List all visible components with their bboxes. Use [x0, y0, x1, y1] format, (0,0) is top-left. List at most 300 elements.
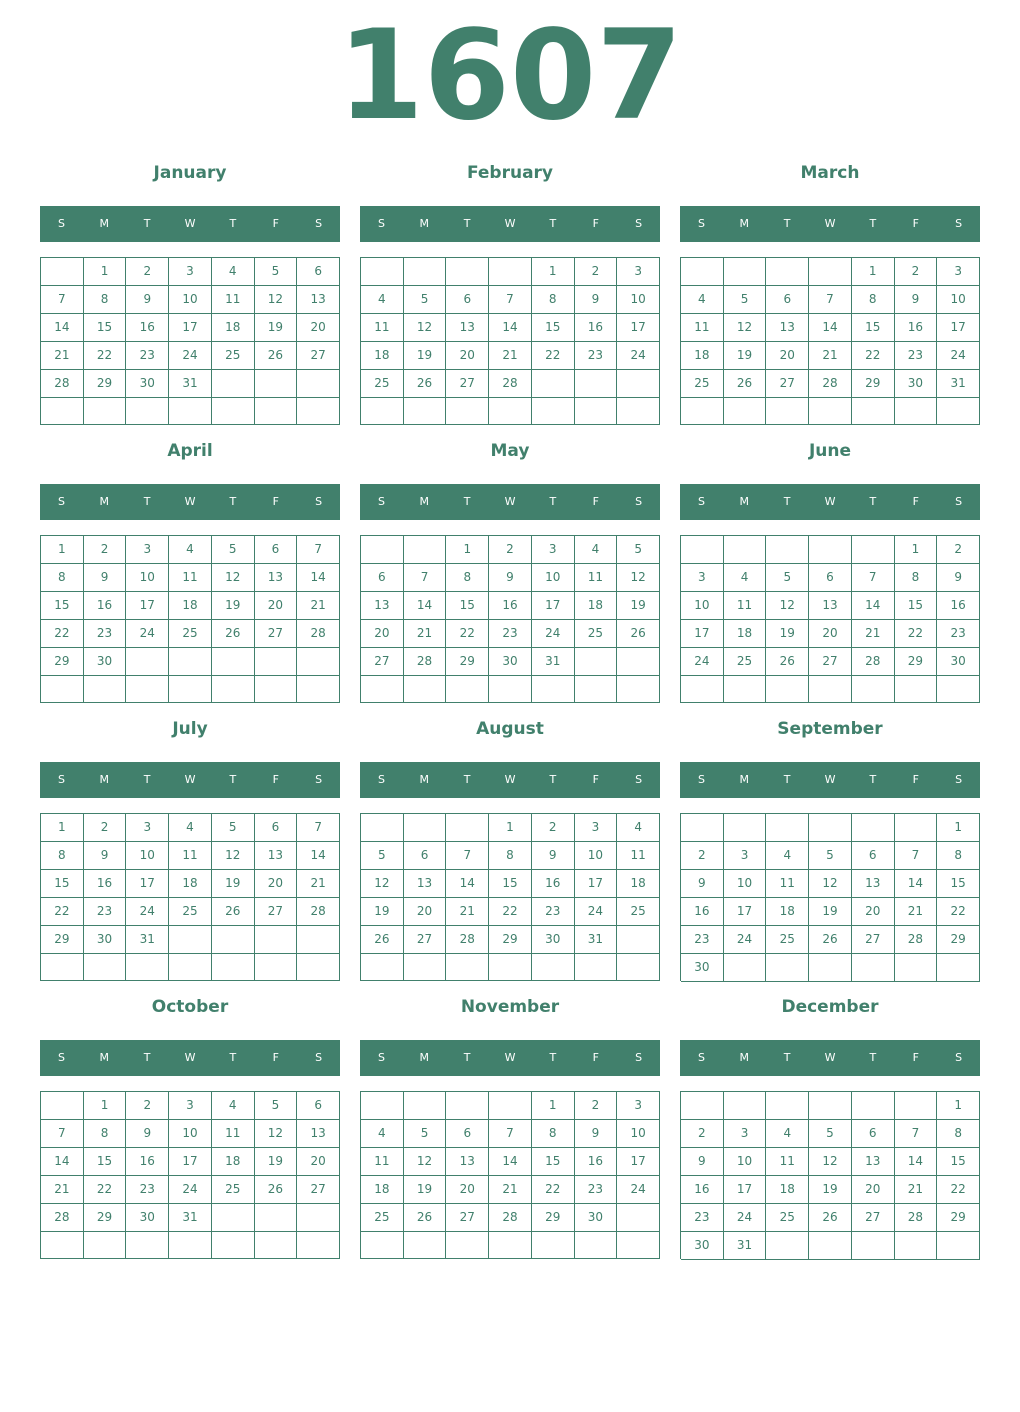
empty-cell	[852, 954, 895, 982]
day-cell: 20	[297, 314, 340, 342]
empty-cell	[617, 926, 660, 954]
day-cell: 9	[84, 842, 127, 870]
day-cell: 23	[489, 620, 532, 648]
weekday-label: S	[955, 1051, 963, 1064]
day-cell: 24	[575, 898, 618, 926]
day-cell: 14	[809, 314, 852, 342]
day-cell: 21	[809, 342, 852, 370]
weekday-label: W	[504, 495, 516, 508]
weekday-label: S	[955, 495, 963, 508]
empty-cell	[126, 398, 169, 425]
day-cell: 16	[532, 870, 575, 898]
empty-cell	[895, 954, 938, 982]
weekday-label: T	[549, 773, 557, 786]
weekday-label: M	[419, 495, 430, 508]
day-cell: 3	[617, 258, 660, 286]
weekday-label: T	[549, 217, 557, 230]
day-cell: 14	[895, 1148, 938, 1176]
day-cell: 24	[724, 1204, 767, 1232]
day-cell: 11	[361, 314, 404, 342]
month-title: November	[460, 997, 560, 1017]
weekday-label: T	[783, 1051, 791, 1064]
day-cell: 30	[126, 1204, 169, 1232]
weekday-label: F	[912, 217, 919, 230]
empty-cell	[255, 954, 298, 981]
weekday-label: S	[377, 1051, 385, 1064]
weekday-label: T	[463, 1051, 471, 1064]
day-cell: 13	[446, 314, 489, 342]
empty-cell	[489, 676, 532, 703]
empty-cell	[404, 676, 447, 703]
day-cell: 30	[532, 926, 575, 954]
empty-cell	[169, 926, 212, 954]
empty-cell	[41, 258, 84, 286]
empty-cell	[937, 398, 980, 425]
day-cell: 11	[361, 1148, 404, 1176]
day-cell: 7	[489, 286, 532, 314]
weekday-header	[360, 206, 660, 242]
day-cell: 10	[169, 1120, 212, 1148]
day-cell: 25	[575, 620, 618, 648]
day-grid	[40, 535, 340, 703]
weekday-label: T	[143, 495, 151, 508]
day-cell: 23	[126, 1176, 169, 1204]
day-cell: 14	[41, 1148, 84, 1176]
day-cell: 9	[575, 286, 618, 314]
day-cell: 27	[404, 926, 447, 954]
day-cell: 30	[575, 1204, 618, 1232]
day-cell: 21	[297, 592, 340, 620]
weekday-header	[360, 484, 660, 520]
day-cell: 19	[809, 1176, 852, 1204]
weekday-label: T	[549, 495, 557, 508]
empty-cell	[361, 398, 404, 425]
weekday-label: S	[57, 773, 65, 786]
empty-cell	[297, 370, 340, 398]
day-cell: 15	[937, 870, 980, 898]
day-cell: 14	[297, 842, 340, 870]
empty-cell	[41, 1232, 84, 1259]
empty-cell	[937, 676, 980, 703]
day-cell: 13	[766, 314, 809, 342]
day-cell: 5	[404, 286, 447, 314]
day-cell: 8	[41, 842, 84, 870]
weekday-label: M	[419, 217, 430, 230]
empty-cell	[489, 1232, 532, 1259]
day-cell: 22	[937, 898, 980, 926]
empty-cell	[404, 814, 447, 842]
day-cell: 4	[617, 814, 660, 842]
day-cell: 20	[766, 342, 809, 370]
day-cell: 1	[84, 258, 127, 286]
empty-cell	[809, 1232, 852, 1260]
empty-cell	[404, 954, 447, 981]
day-cell: 24	[724, 926, 767, 954]
weekday-label: F	[592, 495, 599, 508]
weekday-label: F	[912, 495, 919, 508]
day-grid	[360, 257, 660, 425]
day-cell: 17	[937, 314, 980, 342]
day-cell: 18	[766, 898, 809, 926]
empty-cell	[297, 1232, 340, 1259]
day-cell: 4	[361, 286, 404, 314]
day-cell: 25	[169, 620, 212, 648]
empty-cell	[41, 1092, 84, 1120]
day-cell: 21	[297, 870, 340, 898]
weekday-label: S	[315, 217, 323, 230]
day-cell: 24	[126, 898, 169, 926]
day-cell: 15	[41, 592, 84, 620]
day-cell: 18	[724, 620, 767, 648]
day-cell: 3	[575, 814, 618, 842]
day-cell: 11	[169, 564, 212, 592]
day-cell: 4	[766, 1120, 809, 1148]
day-cell: 20	[297, 1148, 340, 1176]
day-cell: 31	[724, 1232, 767, 1260]
day-cell: 18	[681, 342, 724, 370]
day-cell: 21	[41, 342, 84, 370]
day-cell: 12	[212, 564, 255, 592]
day-cell: 20	[809, 620, 852, 648]
day-cell: 23	[532, 898, 575, 926]
empty-cell	[404, 1092, 447, 1120]
day-cell: 24	[617, 1176, 660, 1204]
day-cell: 18	[766, 1176, 809, 1204]
empty-cell	[617, 398, 660, 425]
weekday-label: S	[697, 773, 705, 786]
day-cell: 20	[446, 1176, 489, 1204]
empty-cell	[895, 398, 938, 425]
month-title: August	[476, 719, 544, 739]
day-cell: 28	[41, 370, 84, 398]
day-cell: 25	[212, 1176, 255, 1204]
day-cell: 7	[41, 1120, 84, 1148]
day-cell: 1	[532, 258, 575, 286]
day-cell: 14	[297, 564, 340, 592]
day-cell: 16	[126, 314, 169, 342]
day-cell: 24	[681, 648, 724, 676]
weekday-label: W	[824, 495, 836, 508]
day-cell: 28	[852, 648, 895, 676]
day-cell: 12	[361, 870, 404, 898]
empty-cell	[852, 398, 895, 425]
empty-cell	[724, 676, 767, 703]
weekday-label: S	[635, 773, 643, 786]
day-cell: 19	[404, 1176, 447, 1204]
day-cell: 16	[84, 592, 127, 620]
empty-cell	[361, 814, 404, 842]
day-cell: 31	[126, 926, 169, 954]
empty-cell	[297, 926, 340, 954]
empty-cell	[297, 648, 340, 676]
day-cell: 17	[575, 870, 618, 898]
day-cell: 27	[255, 898, 298, 926]
weekday-label: F	[912, 773, 919, 786]
day-cell: 27	[809, 648, 852, 676]
empty-cell	[766, 1232, 809, 1260]
day-cell: 4	[212, 258, 255, 286]
day-cell: 25	[681, 370, 724, 398]
day-cell: 31	[169, 370, 212, 398]
day-cell: 22	[84, 342, 127, 370]
empty-cell	[766, 676, 809, 703]
day-cell: 7	[895, 1120, 938, 1148]
day-cell: 26	[361, 926, 404, 954]
day-cell: 2	[681, 842, 724, 870]
day-cell: 3	[724, 842, 767, 870]
empty-cell	[255, 370, 298, 398]
day-cell: 28	[297, 898, 340, 926]
day-cell: 24	[937, 342, 980, 370]
day-cell: 1	[41, 814, 84, 842]
day-cell: 11	[681, 314, 724, 342]
empty-cell	[126, 676, 169, 703]
weekday-label: W	[504, 217, 516, 230]
weekday-label: T	[463, 495, 471, 508]
day-cell: 28	[404, 648, 447, 676]
empty-cell	[809, 814, 852, 842]
empty-cell	[575, 676, 618, 703]
day-cell: 21	[895, 1176, 938, 1204]
day-cell: 18	[212, 1148, 255, 1176]
day-cell: 20	[255, 592, 298, 620]
day-cell: 22	[532, 342, 575, 370]
month-title: February	[466, 163, 554, 183]
day-cell: 14	[895, 870, 938, 898]
weekday-label: S	[57, 1051, 65, 1064]
day-cell: 8	[84, 1120, 127, 1148]
weekday-label: T	[869, 1051, 877, 1064]
empty-cell	[41, 398, 84, 425]
day-cell: 30	[681, 954, 724, 982]
day-cell: 8	[41, 564, 84, 592]
day-cell: 1	[41, 536, 84, 564]
day-cell: 23	[84, 898, 127, 926]
day-cell: 29	[84, 1204, 127, 1232]
day-cell: 10	[126, 842, 169, 870]
weekday-label: S	[697, 1051, 705, 1064]
day-cell: 1	[895, 536, 938, 564]
empty-cell	[404, 258, 447, 286]
empty-cell	[532, 954, 575, 981]
empty-cell	[681, 676, 724, 703]
day-cell: 25	[169, 898, 212, 926]
day-cell: 15	[489, 870, 532, 898]
day-cell: 29	[937, 926, 980, 954]
day-cell: 29	[41, 648, 84, 676]
day-cell: 5	[809, 1120, 852, 1148]
empty-cell	[489, 398, 532, 425]
day-cell: 12	[255, 286, 298, 314]
day-cell: 15	[532, 1148, 575, 1176]
empty-cell	[169, 1232, 212, 1259]
day-cell: 27	[361, 648, 404, 676]
day-cell: 4	[169, 814, 212, 842]
month-title: July	[172, 719, 208, 739]
empty-cell	[84, 1232, 127, 1259]
weekday-label: T	[229, 1051, 237, 1064]
day-cell: 12	[404, 1148, 447, 1176]
day-cell: 11	[212, 1120, 255, 1148]
day-cell: 16	[895, 314, 938, 342]
day-cell: 19	[255, 1148, 298, 1176]
day-cell: 6	[766, 286, 809, 314]
weekday-label: M	[739, 1051, 750, 1064]
day-cell: 27	[446, 370, 489, 398]
day-cell: 5	[212, 814, 255, 842]
day-cell: 28	[297, 620, 340, 648]
weekday-label: T	[783, 773, 791, 786]
month-title: March	[800, 163, 860, 183]
day-cell: 26	[255, 342, 298, 370]
month-title: April	[167, 441, 213, 461]
empty-cell	[255, 648, 298, 676]
day-cell: 9	[937, 564, 980, 592]
empty-cell	[404, 536, 447, 564]
day-cell: 1	[937, 1092, 980, 1120]
empty-cell	[446, 398, 489, 425]
day-cell: 9	[489, 564, 532, 592]
empty-cell	[84, 676, 127, 703]
month-title: June	[808, 441, 852, 461]
empty-cell	[532, 676, 575, 703]
empty-cell	[724, 954, 767, 982]
day-cell: 21	[41, 1176, 84, 1204]
weekday-label: M	[99, 495, 110, 508]
empty-cell	[766, 1092, 809, 1120]
day-cell: 22	[532, 1176, 575, 1204]
day-cell: 22	[84, 1176, 127, 1204]
day-cell: 14	[489, 314, 532, 342]
day-cell: 17	[617, 1148, 660, 1176]
empty-cell	[169, 648, 212, 676]
day-cell: 17	[532, 592, 575, 620]
weekday-label: S	[697, 217, 705, 230]
day-cell: 18	[617, 870, 660, 898]
empty-cell	[575, 370, 618, 398]
empty-cell	[532, 1232, 575, 1259]
empty-cell	[212, 926, 255, 954]
day-cell: 28	[809, 370, 852, 398]
day-cell: 5	[724, 286, 767, 314]
day-cell: 6	[852, 1120, 895, 1148]
day-cell: 26	[212, 620, 255, 648]
day-cell: 17	[681, 620, 724, 648]
weekday-label: S	[955, 773, 963, 786]
empty-cell	[766, 258, 809, 286]
day-cell: 14	[852, 592, 895, 620]
weekday-label: M	[99, 773, 110, 786]
day-cell: 22	[895, 620, 938, 648]
empty-cell	[852, 676, 895, 703]
day-cell: 22	[852, 342, 895, 370]
weekday-label: S	[377, 773, 385, 786]
day-cell: 9	[681, 870, 724, 898]
day-cell: 6	[255, 536, 298, 564]
day-cell: 23	[937, 620, 980, 648]
empty-cell	[361, 954, 404, 981]
empty-cell	[361, 536, 404, 564]
day-cell: 1	[852, 258, 895, 286]
day-cell: 30	[489, 648, 532, 676]
weekday-label: T	[229, 495, 237, 508]
weekday-label: M	[739, 217, 750, 230]
day-cell: 2	[575, 258, 618, 286]
day-cell: 1	[446, 536, 489, 564]
empty-cell	[575, 1232, 618, 1259]
day-cell: 7	[297, 814, 340, 842]
empty-cell	[724, 814, 767, 842]
empty-cell	[617, 370, 660, 398]
weekday-label: T	[783, 217, 791, 230]
day-cell: 27	[852, 1204, 895, 1232]
empty-cell	[809, 258, 852, 286]
empty-cell	[489, 258, 532, 286]
weekday-label: W	[184, 217, 196, 230]
day-cell: 20	[361, 620, 404, 648]
weekday-label: M	[419, 1051, 430, 1064]
day-cell: 15	[446, 592, 489, 620]
empty-cell	[212, 676, 255, 703]
day-cell: 1	[489, 814, 532, 842]
day-cell: 11	[766, 1148, 809, 1176]
empty-cell	[212, 398, 255, 425]
empty-cell	[575, 648, 618, 676]
day-cell: 3	[169, 258, 212, 286]
day-cell: 29	[895, 648, 938, 676]
day-cell: 18	[361, 1176, 404, 1204]
day-cell: 16	[681, 1176, 724, 1204]
day-cell: 20	[852, 1176, 895, 1204]
day-cell: 6	[297, 258, 340, 286]
day-cell: 19	[212, 592, 255, 620]
day-cell: 24	[532, 620, 575, 648]
day-cell: 16	[681, 898, 724, 926]
empty-cell	[895, 1232, 938, 1260]
day-cell: 4	[766, 842, 809, 870]
empty-cell	[724, 258, 767, 286]
day-cell: 20	[446, 342, 489, 370]
day-cell: 29	[84, 370, 127, 398]
weekday-header	[680, 484, 980, 520]
day-cell: 2	[937, 536, 980, 564]
day-cell: 23	[126, 342, 169, 370]
day-cell: 7	[404, 564, 447, 592]
day-cell: 19	[255, 314, 298, 342]
empty-cell	[766, 536, 809, 564]
empty-cell	[212, 370, 255, 398]
day-cell: 2	[681, 1120, 724, 1148]
empty-cell	[617, 676, 660, 703]
day-cell: 2	[895, 258, 938, 286]
empty-cell	[255, 1232, 298, 1259]
weekday-label: S	[635, 1051, 643, 1064]
weekday-label: F	[592, 1051, 599, 1064]
day-cell: 3	[126, 814, 169, 842]
day-cell: 19	[212, 870, 255, 898]
day-cell: 26	[766, 648, 809, 676]
empty-cell	[852, 1092, 895, 1120]
empty-cell	[809, 676, 852, 703]
day-cell: 30	[84, 648, 127, 676]
empty-cell	[617, 1232, 660, 1259]
day-cell: 10	[575, 842, 618, 870]
weekday-label: F	[912, 1051, 919, 1064]
day-cell: 4	[724, 564, 767, 592]
weekday-label: T	[783, 495, 791, 508]
day-cell: 17	[126, 592, 169, 620]
day-cell: 15	[84, 1148, 127, 1176]
